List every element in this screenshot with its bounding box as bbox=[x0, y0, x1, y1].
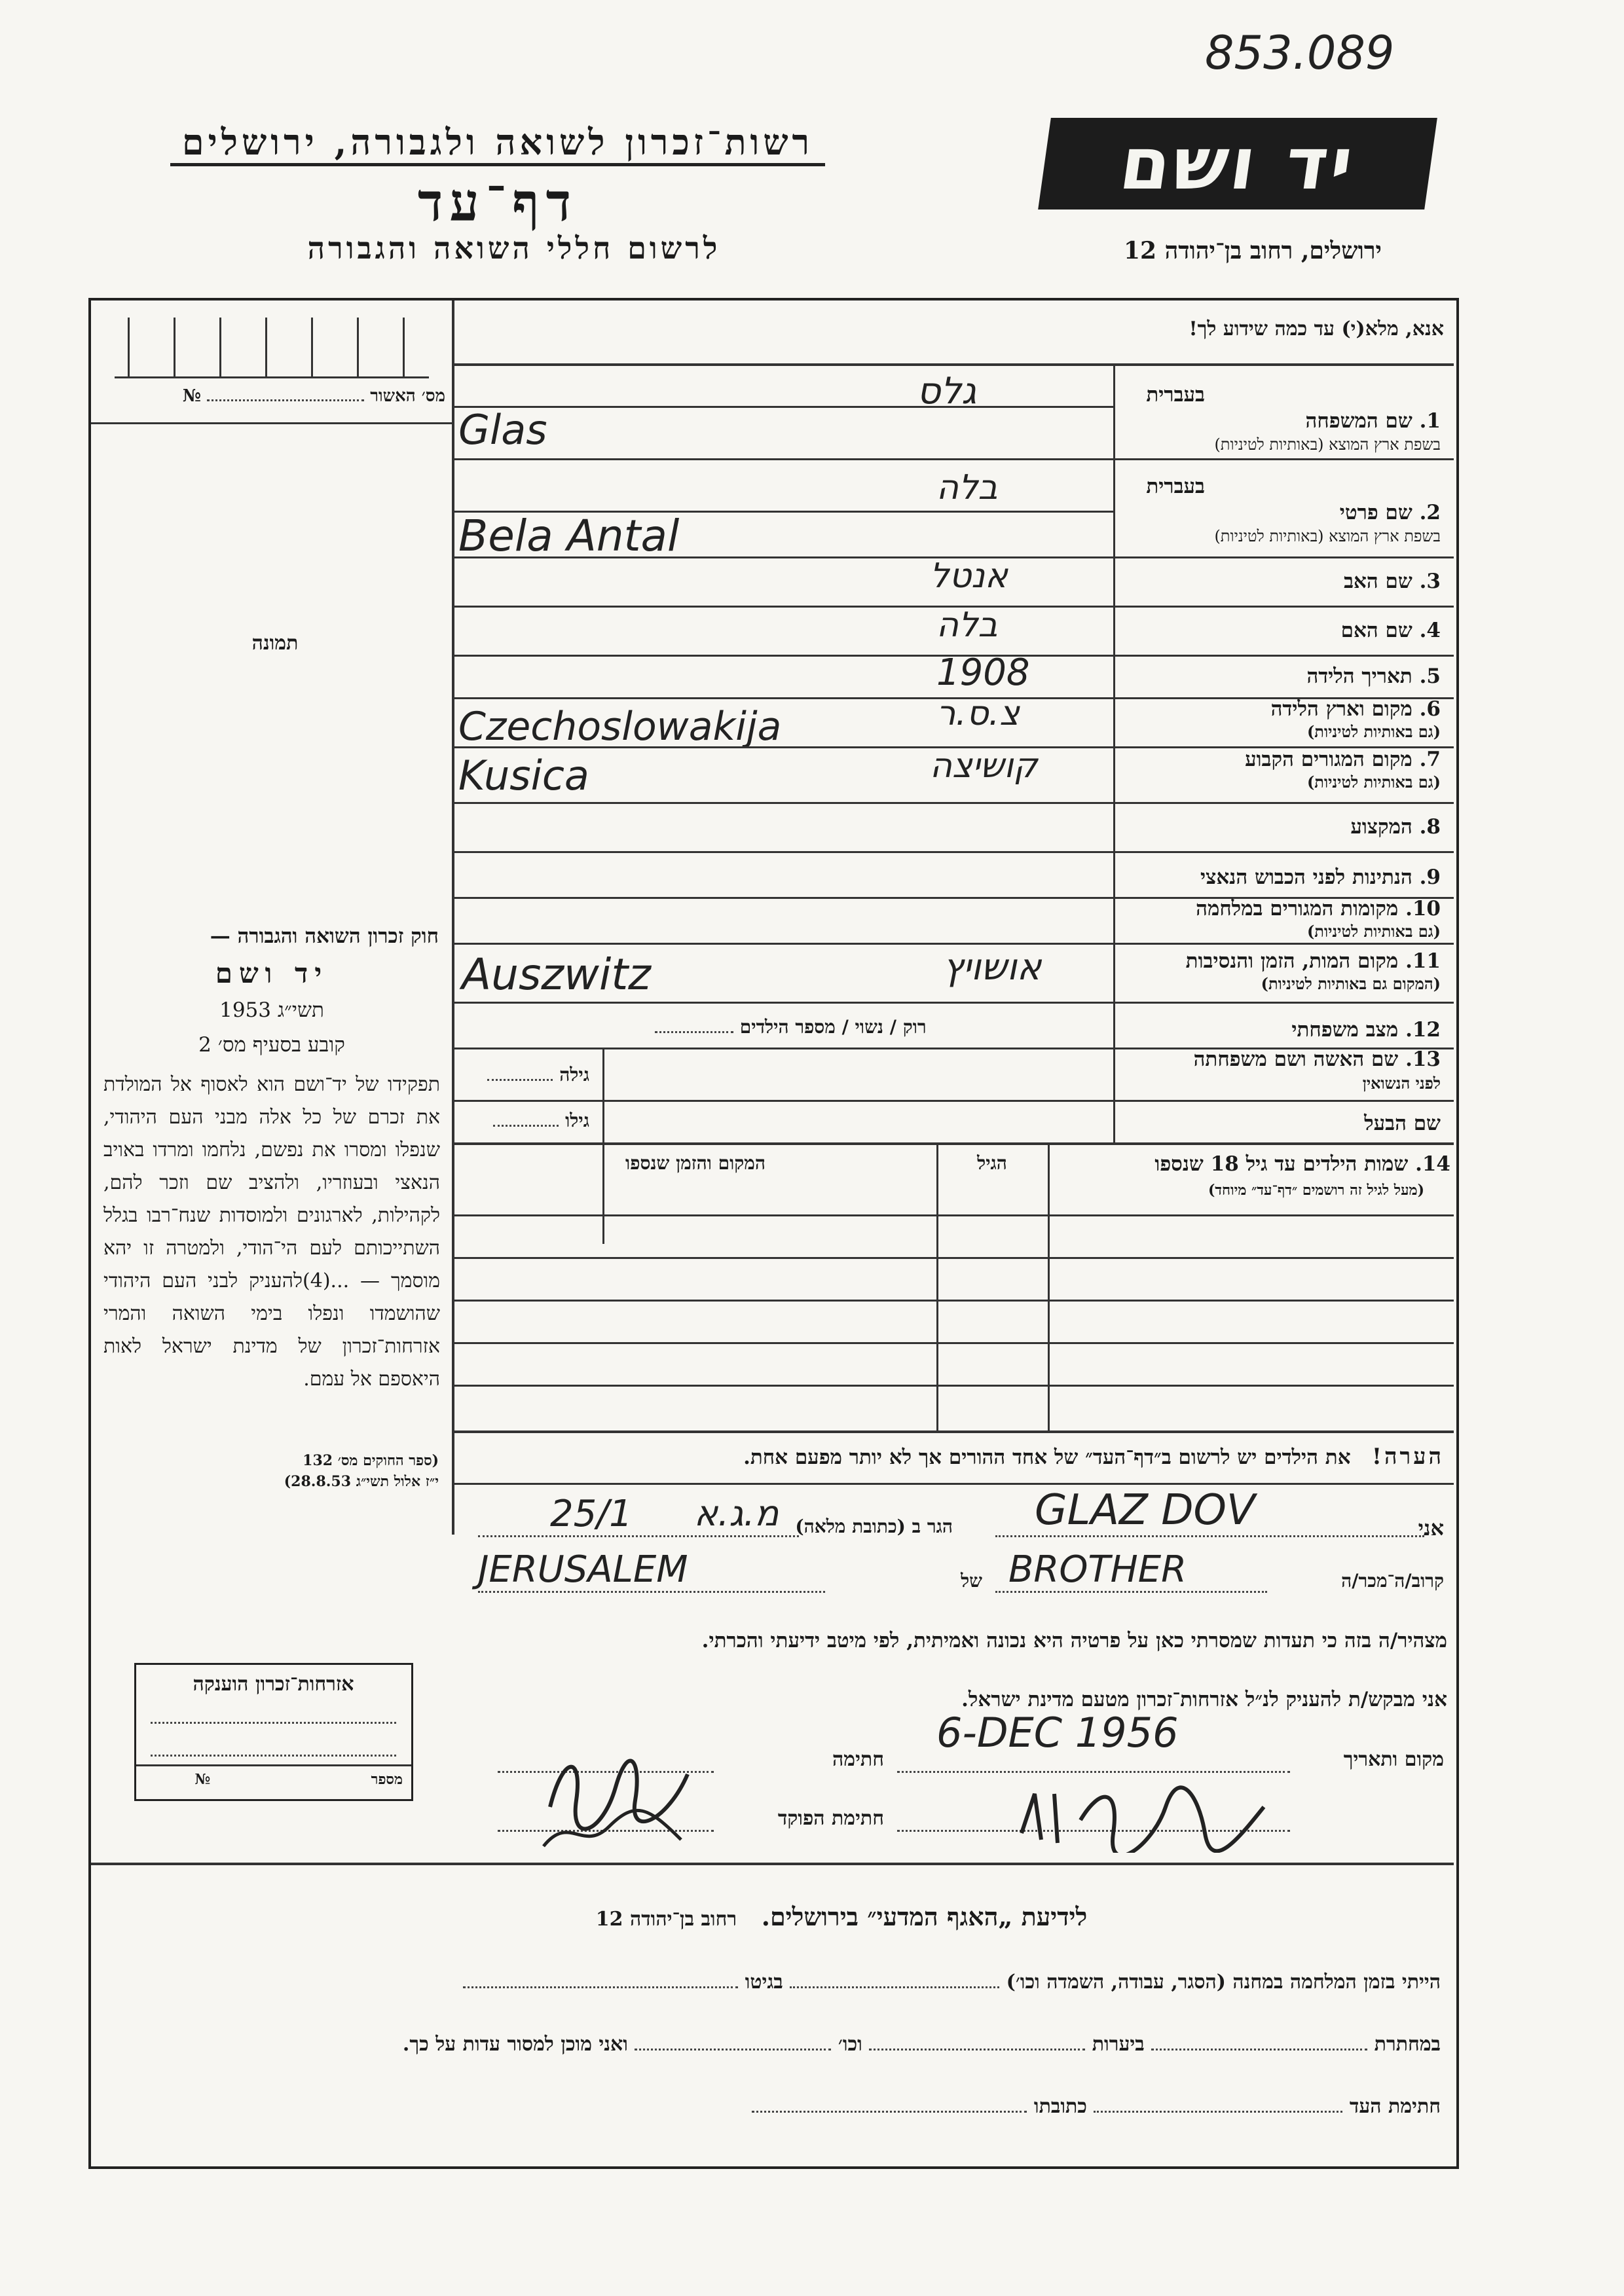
address-number[interactable]: 25/1 bbox=[550, 1493, 633, 1535]
field-7-hebrew-value[interactable]: קושיצה bbox=[930, 746, 1038, 786]
signature-label: חתימה bbox=[832, 1748, 884, 1771]
field-7-label: 7. מקום המגורים הקבוע bbox=[1245, 748, 1441, 771]
underground-field[interactable] bbox=[1151, 2049, 1367, 2050]
field-2-latin-value[interactable]: Bela Antal bbox=[458, 511, 680, 561]
children-table-note: (מעל לגיל זה רושמים ״דף־עד״ מיוחד) bbox=[1208, 1182, 1424, 1199]
form-subtitle: לרשום חללי השואה והגבורה bbox=[307, 230, 721, 266]
field-6-hebrew-value[interactable]: צ.ס.ר bbox=[936, 694, 1020, 733]
law-clause: קובע בסעיף מס׳ 2 bbox=[198, 1033, 345, 1057]
law-reference-1: (ספר החוקים מס׳ 132 bbox=[303, 1452, 439, 1469]
approval-label-row: מס׳ האשור № bbox=[182, 386, 445, 406]
field-13-note: לפני הנשואין bbox=[1362, 1074, 1441, 1093]
other-field[interactable] bbox=[635, 2049, 831, 2050]
field-5-label: 5. תאריך הלידה bbox=[1306, 665, 1441, 688]
field-12-value[interactable]: רוק / נשוי / מספר הילדים bbox=[739, 1016, 927, 1038]
relation-label: קרוב/ה־מכר/ה bbox=[1341, 1570, 1444, 1592]
children-count-field[interactable] bbox=[655, 1031, 733, 1033]
field-11-label: 11. מקום המות, הזמן והנסיבות bbox=[1185, 949, 1441, 973]
field-2-hebrew-tag: בעברית bbox=[1146, 475, 1205, 498]
witness-address-field[interactable] bbox=[752, 2111, 1027, 2113]
camp-field[interactable] bbox=[790, 1986, 999, 1988]
field-7-latin-value[interactable]: Kusica bbox=[458, 752, 589, 799]
field-13-age-row: גילה bbox=[458, 1064, 589, 1086]
footer-line-1: הייתי בזמן המלחמה במחנה (הסגר, עבודה, השמדה וכו׳) בגיטו bbox=[105, 1971, 1441, 1994]
resides-label: הגר ב (כתובת מלאה) bbox=[795, 1516, 953, 1537]
citizenship-title: אזרחות־זכרון הוענקה bbox=[193, 1673, 354, 1696]
field-11-hebrew-value[interactable]: אושויץ bbox=[943, 946, 1042, 989]
field-6-latin-value[interactable]: Czechoslowakija bbox=[458, 704, 782, 750]
citizenship-number-row: מספר № bbox=[194, 1771, 403, 1788]
field-3-label: 3. שם האב bbox=[1344, 570, 1441, 593]
declaration-request: אני מבקש/ת להעניק לנ״ל אזרחות־זכרון מטעם מדינת ישראל. bbox=[961, 1688, 1447, 1711]
authority-title: רשות־זכרון לשואה ולגבורה, ירושלים bbox=[170, 121, 825, 166]
field-6-note: (גם באותיות לטיניות) bbox=[1306, 722, 1441, 741]
law-text: תפקידו של יד־ושם הוא לאסוף אל המולדת את זכרם של כל אלה מבני העם היהודי, שנפלו ומסרו את נפשם, נלחמו ומרדו באויב הנאצי ובעוזריו, ולהציב שם וזכר להם, לקהילות, לארגונים ולמוסדות שנח־רבו בגלל השתייכותם לעם הי־הודי, ולמטרה זו יהא מוסמך — ...(4)להעניק לבני העם היהודי שהושמדו ונפלו בימי השואה והמרי אזרחות־זכרון של מדינת ישראל לאות היאספם אל עמם. bbox=[103, 1073, 440, 1391]
archive-number: 853.089 bbox=[1205, 26, 1395, 80]
children-place-header: המקום והזמן שנספו bbox=[625, 1152, 766, 1174]
remark-row: הערה! את הילדים יש לרשום ב״דף־העד״ של אחד ההורים אך לא יותר מפעם אחת. bbox=[743, 1444, 1444, 1470]
footer-line-3: חתימת העד כתובתו bbox=[498, 2095, 1441, 2118]
wife-age-field[interactable] bbox=[487, 1079, 553, 1081]
header-address: ירושלים, רחוב בן־יהודה 12 bbox=[1123, 237, 1382, 264]
of-label: של bbox=[961, 1570, 982, 1592]
field-9-label: 9. הנתינות לפני הכבוש הנאצי bbox=[1200, 866, 1441, 889]
date-value[interactable]: 6-DEC 1956 bbox=[936, 1709, 1179, 1757]
city-value[interactable]: JERUSALEM bbox=[478, 1548, 688, 1591]
form-title: דף־עד bbox=[417, 172, 578, 233]
field-10-value[interactable] bbox=[458, 903, 1107, 943]
field-12-label: 12. מצב משפחתי bbox=[1291, 1018, 1441, 1042]
relation-value[interactable]: BROTHER bbox=[1008, 1548, 1187, 1591]
intro-instruction: אנא, מלא(י) עד כמה שידוע לך! bbox=[1189, 318, 1444, 340]
approval-boxes bbox=[115, 318, 442, 376]
law-name: יד ושם bbox=[215, 957, 329, 989]
children-age-header: הגיל bbox=[977, 1152, 1007, 1174]
law-reference-2: י״ז אלול תשי״ג 28.8.53) bbox=[284, 1473, 439, 1490]
field-2-latin-note: בשפת ארץ המוצא (באותיות לטיניות) bbox=[1214, 527, 1441, 545]
left-panel-divider bbox=[452, 301, 454, 1535]
forests-field[interactable] bbox=[869, 2049, 1085, 2050]
yad-vashem-logo: יד ושם bbox=[1038, 118, 1437, 210]
field-4-label: 4. שם האם bbox=[1340, 619, 1441, 642]
officer-signature bbox=[1008, 1781, 1283, 1853]
field-12-value-row bbox=[655, 1016, 1107, 1038]
field-1-hebrew-tag: בעברית bbox=[1146, 383, 1205, 407]
field-8-value[interactable] bbox=[458, 812, 1107, 851]
field-2-label: 2. שם פרטי bbox=[1339, 501, 1441, 524]
field-7-note: (גם באותיות לטיניות) bbox=[1306, 773, 1441, 792]
field-11-latin-value[interactable]: Auszwitz bbox=[462, 949, 651, 1000]
field-1-hebrew-value[interactable]: גלס bbox=[917, 370, 977, 412]
place-date-label: מקום ותאריך bbox=[1343, 1748, 1444, 1771]
field-9-value[interactable] bbox=[458, 858, 1107, 897]
ani-label: אני bbox=[1418, 1516, 1444, 1540]
declaration-statement: מצהיר/ה בזה כי תעדות שמסרתי כאן על פרטיה היא נכונה ואמיתית, לפי מיטב ידיעתי והכרתי. bbox=[701, 1629, 1447, 1652]
husband-name-label: שם הבעל bbox=[1364, 1112, 1441, 1135]
field-13-label: 13. שם האשה ושם משפחתה bbox=[1193, 1048, 1441, 1071]
address-hebrew[interactable]: מ.ג.א bbox=[694, 1493, 779, 1534]
husband-age-row: גילו bbox=[458, 1110, 589, 1132]
officer-signature-label: חתימת הפוקד bbox=[777, 1807, 884, 1830]
field-6-label: 6. מקום וארץ הלידה bbox=[1270, 697, 1441, 721]
photo-label: תמונה bbox=[251, 632, 299, 655]
declarant-name[interactable]: GLAZ DOV bbox=[1035, 1486, 1255, 1535]
field-10-note: (גם באותיות לטיניות) bbox=[1306, 922, 1441, 941]
footer-line-2: במחתרת ביערות וכו׳ ואני מוכן למסור עדות על כך. bbox=[402, 2033, 1441, 2056]
law-year: תשי״ג 1953 bbox=[219, 998, 324, 1022]
law-title: חוק זכרון השואה והגבורה — bbox=[210, 924, 439, 948]
field-2-hebrew-value[interactable]: בלה bbox=[936, 468, 998, 507]
field-5-value[interactable]: 1908 bbox=[936, 651, 1030, 694]
witness-signature-field[interactable] bbox=[1094, 2111, 1342, 2113]
field-1-latin-note: בשפת ארץ המוצא (באותיות לטיניות) bbox=[1214, 435, 1441, 454]
field-1-label: 1. שם המשפחה bbox=[1305, 409, 1441, 433]
ghetto-field[interactable] bbox=[463, 1986, 738, 1988]
field-1-latin-value[interactable]: Glas bbox=[458, 406, 547, 454]
field-10-label: 10. מקומות המגורים במלחמה bbox=[1196, 897, 1441, 920]
children-table-label: 14. שמות הילדים עד גיל 18 שנספו bbox=[1154, 1152, 1450, 1176]
field-4-value[interactable]: בלה bbox=[936, 606, 998, 645]
field-3-value[interactable]: אנטל bbox=[930, 556, 1008, 596]
husband-age-field[interactable] bbox=[493, 1125, 559, 1127]
approval-number-field[interactable] bbox=[207, 399, 364, 401]
field-8-label: 8. המקצוע bbox=[1350, 815, 1441, 839]
declarant-signature bbox=[524, 1728, 720, 1859]
field-11-note: (המקום גם באותיות לטיניות) bbox=[1261, 974, 1441, 993]
footer-title-row: לידיעת „האגף המדעי״ בירושלים. רחוב בן־יהודה 12 bbox=[595, 1902, 1088, 1931]
